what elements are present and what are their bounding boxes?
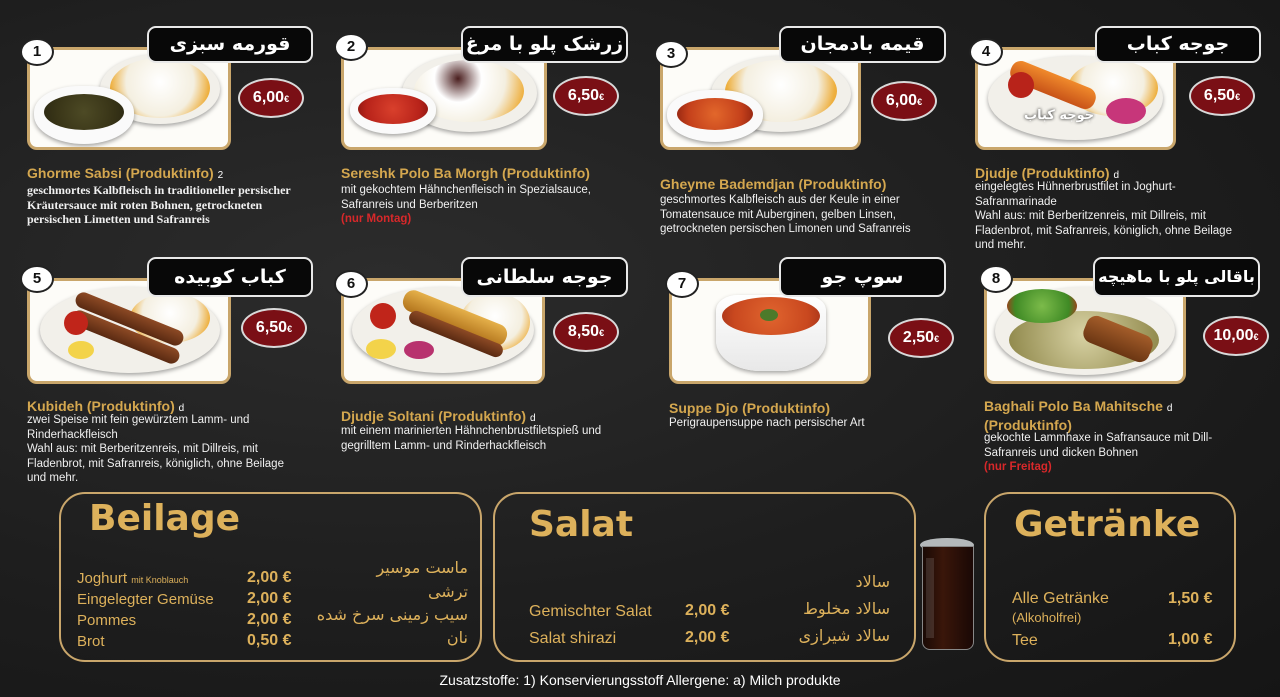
beilage-item-pommes: Pommes xyxy=(77,612,137,629)
price-badge-6: 8,50€ xyxy=(553,312,619,352)
dish-persian-name-1: قورمه سبزی xyxy=(147,26,313,63)
dish-persian-name-7: سوپ جو xyxy=(779,257,946,297)
dish-title-8[interactable]: Baghali Polo Ba Mahitsche d (Produktinfo) xyxy=(984,398,1173,433)
beilage-price-pommes: 2,00 € xyxy=(247,611,292,628)
dish-title-6[interactable]: Djudje Soltani (Produktinfo) d xyxy=(341,408,536,424)
beilage-panel xyxy=(59,492,482,662)
dish-number-3: 3 xyxy=(654,40,688,68)
dish-number-1: 1 xyxy=(20,38,54,66)
dish-number-4: 4 xyxy=(969,38,1003,66)
cola-glass-image xyxy=(920,538,974,652)
salat-fa-1: سالاد xyxy=(855,572,890,591)
beilage-fa-1: ماست موسیر xyxy=(376,558,468,577)
dish-persian-name-6: جوجه سلطانی xyxy=(461,257,628,297)
dish-description-2: mit gekochtem Hähnchenfleisch in Spezialsauce, Safranreis und Berberitzen (nur Montag) xyxy=(341,184,591,225)
salat-item-gemischter: Gemischter Salat xyxy=(529,603,652,620)
beilage-fa-4: نان xyxy=(446,628,468,647)
beilage-title: Beilage xyxy=(89,498,241,539)
dish-title-2[interactable]: Sereshk Polo Ba Morgh (Produktinfo) xyxy=(341,165,590,181)
dish-description-3: geschmortes Kalbfleisch aus der Keule in einer Tomatensauce mit Auberginen, gelben Linsen, getrockneten persischen Limonen und Safranreis xyxy=(660,194,911,235)
salat-item-shirazi: Salat shirazi xyxy=(529,630,617,647)
salat-fa-2: سالاد مخلوط xyxy=(803,599,890,618)
dish-description-8: gekochte Lammhaxe in Safransauce mit Dill-Safranreis und dicken Bohnen (nur Freitag) xyxy=(984,432,1213,473)
dish-number-5: 5 xyxy=(20,265,54,293)
salat-fa-3: سالاد شیرازی xyxy=(798,626,890,645)
beilage-item-gemuese: Eingelegter Gemüse xyxy=(77,591,214,608)
beilage-fa-3: سیب زمینی سرخ شده xyxy=(316,605,468,624)
getraenke-item-alle: Alle Getränke xyxy=(1012,590,1109,607)
getraenke-panel xyxy=(984,492,1236,662)
getraenke-price-tee: 1,00 € xyxy=(1168,631,1213,648)
photo-caption-4: جوجه کباب xyxy=(1024,108,1095,123)
dish-title-5[interactable]: Kubideh (Produktinfo) d xyxy=(27,398,185,414)
dish-title-1[interactable]: Ghorme Sabsi (Produktinfo) 2 xyxy=(27,165,224,181)
dish-description-6: mit einem marinierten Hähnchenbrustfiletspieß und gegrilltem Lamm- und Rinderhackfleisch xyxy=(341,425,602,452)
dish-persian-name-3: قیمه بادمجان xyxy=(779,26,946,63)
dish-persian-name-5: کباب کوبیده xyxy=(147,257,313,297)
salat-price-shirazi: 2,00 € xyxy=(685,629,730,646)
price-badge-7: 2,50€ xyxy=(888,318,954,358)
price-badge-1: 6,00€ xyxy=(238,78,304,118)
price-badge-8: 10,00€ xyxy=(1203,316,1269,356)
dish-persian-name-2: زرشک پلو با مرغ xyxy=(461,26,628,63)
dish-number-8: 8 xyxy=(979,265,1013,293)
dish-description-1: geschmortes Kalbfleisch in traditioneller persischer Kräutersauce mit roten Bohnen, getrockneten persischen Limetten und Safranreis xyxy=(27,183,291,226)
dish-description-7: Perigraupensuppe nach persischer Art xyxy=(669,417,865,429)
dish-title-3[interactable]: Gheyme Bademdjan (Produktinfo) xyxy=(660,176,887,192)
dish-title-7[interactable]: Suppe Djo (Produktinfo) xyxy=(669,400,830,416)
dish-number-7: 7 xyxy=(665,270,699,298)
availability-note-8: (nur Freitag) xyxy=(984,461,1052,473)
beilage-item-brot: Brot xyxy=(77,633,105,650)
salat-title: Salat xyxy=(529,504,634,545)
dish-persian-name-4: جوجه کباب xyxy=(1095,26,1261,63)
salat-price-gemischter: 2,00 € xyxy=(685,602,730,619)
getraenke-title: Getränke xyxy=(1014,504,1201,545)
footer-additives: Zusatzstoffe: 1) Konservierungsstoff Allergene: a) Milch produkte xyxy=(439,672,841,688)
dish-number-2: 2 xyxy=(334,33,368,61)
dish-number-6: 6 xyxy=(334,270,368,298)
getraenke-price-alle: 1,50 € xyxy=(1168,590,1213,607)
dish-title-4[interactable]: Djudje (Produktinfo) d xyxy=(975,165,1119,181)
beilage-price-gemuese: 2,00 € xyxy=(247,590,292,607)
price-badge-5: 6,50€ xyxy=(241,308,307,348)
availability-note-2: (nur Montag) xyxy=(341,213,412,225)
getraenke-item-alle-sub: (Alkoholfrei) xyxy=(1012,610,1082,625)
beilage-price-joghurt: 2,00 € xyxy=(247,569,292,586)
beilage-fa-2: ترشی xyxy=(427,582,468,601)
price-badge-2: 6,50€ xyxy=(553,76,619,116)
price-badge-3: 6,00€ xyxy=(871,81,937,121)
beilage-item-joghurt: Joghurt mit Knoblauch xyxy=(77,570,189,587)
dish-description-4: eingelegtes Hühnerbrustfilet in Joghurt-Safranmarinade Wahl aus: mit Berberitzenreis, mit Dillreis, mit Fladenbrot, mit Safranreis, königlich, ohne Beilage und mehr. xyxy=(975,181,1232,251)
salat-panel xyxy=(493,492,916,662)
getraenke-item-tee: Tee xyxy=(1012,632,1038,649)
dish-persian-name-8: باقالی پلو با ماهیچه xyxy=(1093,257,1260,297)
dish-description-5: zwei Speise mit fein gewürztem Lamm- und Rinderhackfleisch Wahl aus: mit Berberitzenreis, mit Dillreis, mit Fladenbrot, mit Safranreis, königlich, ohne Beilage und mehr. xyxy=(27,414,284,484)
beilage-price-brot: 0,50 € xyxy=(247,632,292,649)
price-badge-4: 6,50€ xyxy=(1189,76,1255,116)
